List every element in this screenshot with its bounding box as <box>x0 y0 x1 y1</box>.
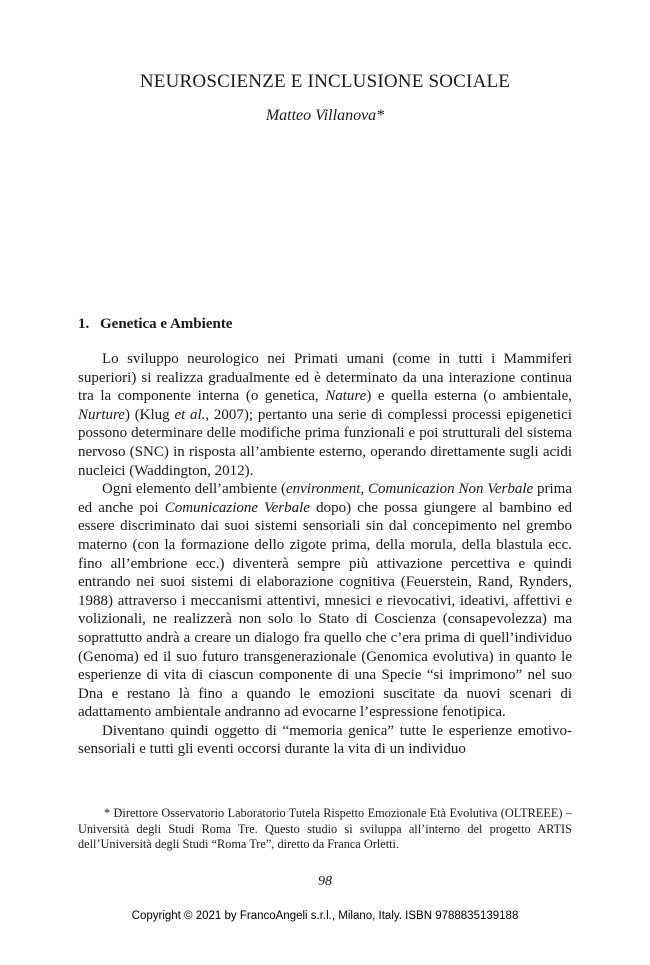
text-run: dopo) che possa giungere al bambino ed essere discriminato dai suoi sistemi sensoriali sin dal concepimento nel grembo materno (con la formazione dello zigote prima, della morula, della blastula ecc. fino all’embrione ecc.) diventerà sempre più attivazione percettiva e quindi entrando nei suoi sistemi di elaborazione cognitiva (Feuerstein, Rand, Rynders, 1988) attraverso i meccanismi attentivi, mnesici e rievocativi, ideativi, affettivi e volizionali, ne realizzerà non solo lo Stato di Coscienza (consapevolezza) ma soprattutto andrà a creare un dialogo fra quello che c’era prima di quell’individuo (Genoma) ed il suo futuro transgenerazionale (Genomica evolutiva) in quanto le esperienze di vita di ciascun componente di una Specie “si imprimono” nel suo Dna e restano là fino a quando le emozioni suscitate da nuovi scenari di adattamento ambientale andranno ad evocarne l’espressione fenotipica. <box>78 499 572 721</box>
italic-term: Nature <box>325 388 367 405</box>
text-run: ) (Klug <box>124 406 175 423</box>
text-run: prima ed anche poi <box>78 481 573 516</box>
section-title: Genetica e Ambiente <box>100 316 233 332</box>
italic-term: Comunicazion Non Verbale <box>367 481 534 498</box>
section-number: 1. <box>78 316 90 332</box>
text-run: ) e quella esterna (o ambientale, <box>366 388 572 405</box>
paragraph-1 <box>78 350 572 480</box>
text-run: , <box>360 481 368 498</box>
paragraph-2 <box>78 480 572 722</box>
text-run: Ogni elemento dell’ambiente ( <box>102 481 286 498</box>
footnote <box>78 806 572 853</box>
page-number: 98 <box>318 874 332 889</box>
italic-term: et al. <box>174 406 206 423</box>
body-text <box>78 350 572 759</box>
copyright-notice: Copyright © 2021 by FrancoAngeli s.r.l., Milano, Italy. ISBN 9788835139188 <box>131 910 519 922</box>
paragraph-3: Diventano quindi oggetto di “memoria genica” tutte le esperienze emotivo-sensoriali e tutti gli eventi occorsi durante la vita di un individuo <box>78 722 572 758</box>
text-run: Lo sviluppo neurologico nei Primati umani (come in tutti i Mammiferi superiori) si realizza gradualmente ed è determinato da una interazione continua tra la componente interna (o genetica, <box>78 351 572 405</box>
section-heading <box>78 316 232 333</box>
italic-term: Nurture <box>78 406 125 423</box>
author-name: Matteo Villanova* <box>265 107 385 124</box>
italic-term: environment <box>285 481 361 498</box>
footnote-text: * Direttore Osservatorio Laboratorio Tutela Rispetto Emozionale Età Evolutiva (OLTREEE) – Università degli Studi Roma Tre. Questo studio si sviluppa all’interno del progetto ARTIS dell’Università degli Studi “Roma Tre”, diretto da Franca Orletti. <box>78 806 572 851</box>
italic-term: Comunicazione Verbale <box>164 499 310 516</box>
text-run: , 2007); pertanto una serie di complessi processi epigenetici possono determinare delle modifiche prima funzionali e poi strutturali del sistema nervoso (SNC) in risposta all’ambiente esterno, operando direttamente sugli acidi nucleici (Waddington, 2012). <box>78 406 572 479</box>
page-title: NEUROSCIENZE E INCLUSIONE SOCIALE <box>139 71 511 92</box>
